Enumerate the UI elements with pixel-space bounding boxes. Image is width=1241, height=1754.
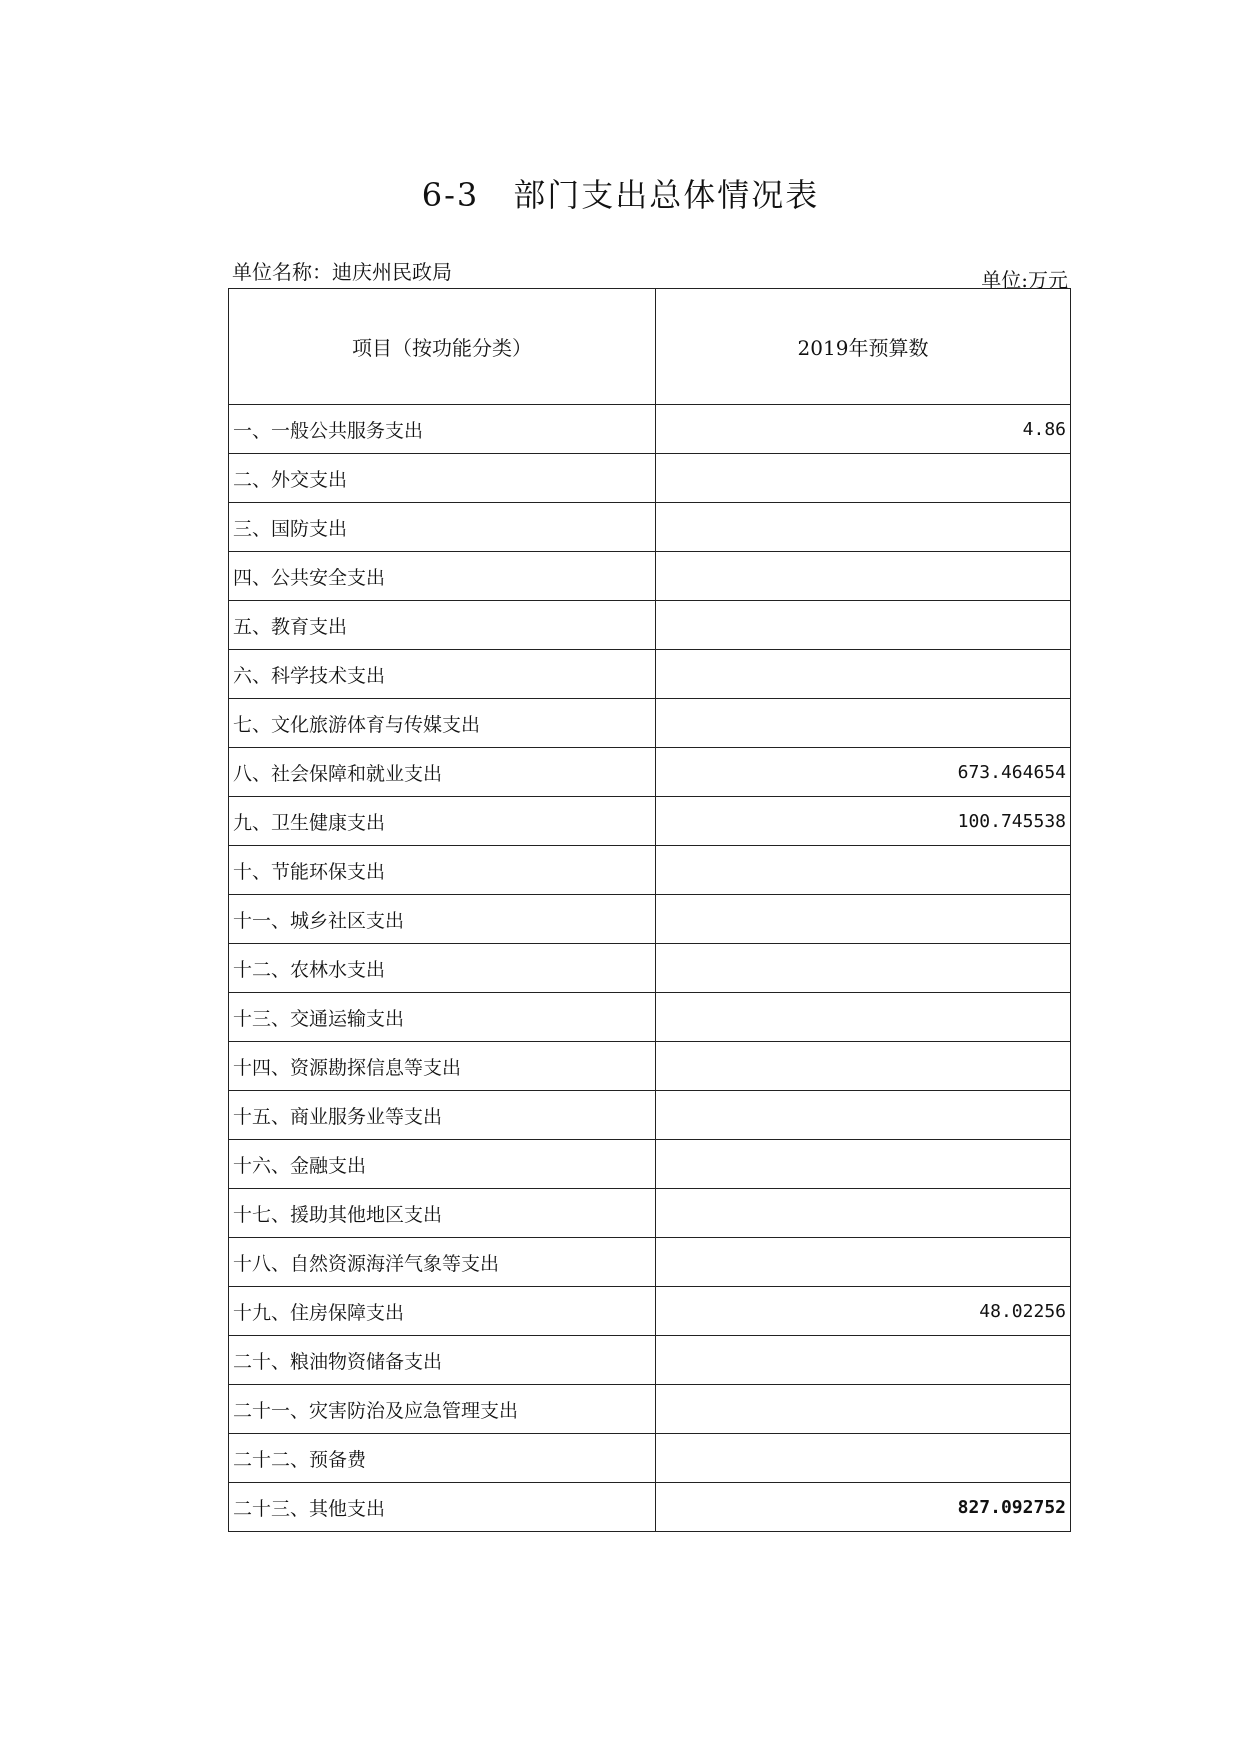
table-row (229, 650, 1071, 699)
row-item-label: 十五、商业服务业等支出 (229, 1091, 656, 1140)
table-row (229, 944, 1071, 993)
table-row (229, 699, 1071, 748)
row-item-label: 十三、交通运输支出 (229, 993, 656, 1042)
table-row (229, 601, 1071, 650)
table-row (229, 846, 1071, 895)
row-item-label: 十六、金融支出 (229, 1140, 656, 1189)
row-amount-value (656, 846, 1071, 895)
row-amount-value (656, 1434, 1071, 1483)
table-row (229, 454, 1071, 503)
row-amount-value (656, 552, 1071, 601)
table-row (229, 503, 1071, 552)
table-row (229, 748, 1071, 797)
row-item-label: 八、社会保障和就业支出 (229, 748, 656, 797)
table-row (229, 1091, 1071, 1140)
row-amount-value (656, 1336, 1071, 1385)
table-row (229, 1434, 1071, 1483)
expenditure-table (228, 288, 1071, 1532)
row-item-label: 十一、城乡社区支出 (229, 895, 656, 944)
table-row (229, 1385, 1071, 1434)
table-row (229, 993, 1071, 1042)
row-amount-value (656, 944, 1071, 993)
table-row (229, 405, 1071, 454)
row-amount-value (656, 1042, 1071, 1091)
row-amount-value (656, 454, 1071, 503)
table-row (229, 552, 1071, 601)
table-row (229, 1238, 1071, 1287)
row-amount-value (656, 650, 1071, 699)
row-amount-value: 673.464654 (656, 748, 1071, 797)
row-item-label: 九、卫生健康支出 (229, 797, 656, 846)
table-row (229, 1189, 1071, 1238)
table-header-row (229, 289, 1071, 405)
row-item-label: 十八、自然资源海洋气象等支出 (229, 1238, 656, 1287)
table-row (229, 797, 1071, 846)
header-budget-2019: 2019年预算数 (656, 289, 1071, 405)
row-item-label: 七、文化旅游体育与传媒支出 (229, 699, 656, 748)
unit-name-label: 单位名称：迪庆州民政局 (232, 260, 452, 284)
table-row (229, 895, 1071, 944)
row-item-label: 三、国防支出 (229, 503, 656, 552)
row-amount-value: 827.092752 (656, 1483, 1071, 1532)
row-amount-value (656, 1238, 1071, 1287)
table-row (229, 1287, 1071, 1336)
row-item-label: 六、科学技术支出 (229, 650, 656, 699)
row-amount-value (656, 601, 1071, 650)
row-item-label: 二十、粮油物资储备支出 (229, 1336, 656, 1385)
row-amount-value (656, 895, 1071, 944)
row-item-label: 十二、农林水支出 (229, 944, 656, 993)
row-amount-value (656, 993, 1071, 1042)
row-item-label: 二、外交支出 (229, 454, 656, 503)
row-item-label: 一、一般公共服务支出 (229, 405, 656, 454)
row-item-label: 五、教育支出 (229, 601, 656, 650)
row-amount-value (656, 699, 1071, 748)
row-item-label: 二十三、其他支出 (229, 1483, 656, 1532)
row-amount-value (656, 503, 1071, 552)
table-row (229, 1140, 1071, 1189)
row-amount-value (656, 1189, 1071, 1238)
row-item-label: 二十二、预备费 (229, 1434, 656, 1483)
row-item-label: 四、公共安全支出 (229, 552, 656, 601)
row-amount-value (656, 1385, 1071, 1434)
row-amount-value: 48.02256 (656, 1287, 1071, 1336)
currency-unit-label: 单位:万元 (981, 268, 1068, 292)
row-amount-value: 4.86 (656, 405, 1071, 454)
row-amount-value: 100.745538 (656, 797, 1071, 846)
row-item-label: 二十一、灾害防治及应急管理支出 (229, 1385, 656, 1434)
header-item-category: 项目（按功能分类） (229, 289, 656, 405)
row-amount-value (656, 1091, 1071, 1140)
row-item-label: 十、节能环保支出 (229, 846, 656, 895)
table-row (229, 1042, 1071, 1091)
row-item-label: 十七、援助其他地区支出 (229, 1189, 656, 1238)
row-amount-value (656, 1140, 1071, 1189)
table-row (229, 1336, 1071, 1385)
table-row (229, 1483, 1071, 1532)
page-title: 6-3 部门支出总体情况表 (421, 176, 820, 214)
row-item-label: 十四、资源勘探信息等支出 (229, 1042, 656, 1091)
row-item-label: 十九、住房保障支出 (229, 1287, 656, 1336)
